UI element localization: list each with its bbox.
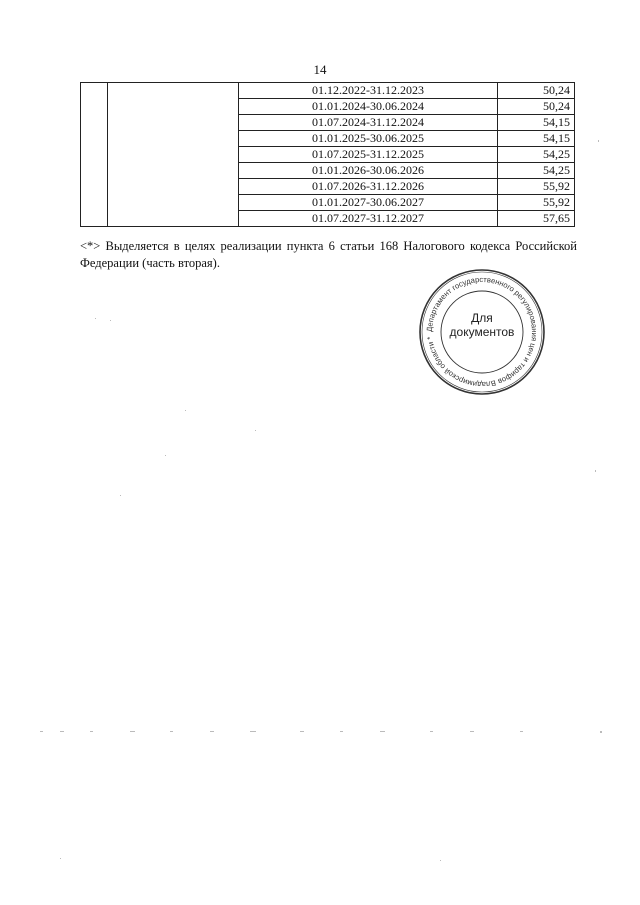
- seal-ring-text: Департамент государственного регулирования цен и тарифов Владимирской области *: [424, 274, 540, 390]
- period-cell: 01.12.2022-31.12.2023: [239, 83, 498, 99]
- value-cell: 50,24: [498, 99, 575, 115]
- period-cell: 01.01.2024-30.06.2024: [239, 99, 498, 115]
- period-cell: 01.07.2027-31.12.2027: [239, 211, 498, 227]
- table-row: [81, 83, 575, 99]
- value-cell: 54,15: [498, 115, 575, 131]
- value-cell: 54,25: [498, 163, 575, 179]
- seal-center-line2: документов: [449, 325, 515, 339]
- value-cell: 55,92: [498, 179, 575, 195]
- period-cell: 01.07.2026-31.12.2026: [239, 179, 498, 195]
- period-cell: 01.01.2026-30.06.2026: [239, 163, 498, 179]
- empty-number-cell: [81, 83, 108, 227]
- page-number: 14: [313, 62, 327, 77]
- period-cell: 01.01.2025-30.06.2025: [239, 131, 498, 147]
- seal-center-line1: Для: [471, 311, 493, 325]
- value-cell: 57,65: [498, 211, 575, 227]
- official-seal: [418, 268, 546, 396]
- footnote: <*> Выделяется в целях реализации пункта 6 статьи 168 Налогового кодекса Российской Федерации (часть вторая).: [80, 239, 577, 270]
- period-cell: 01.01.2027-30.06.2027: [239, 195, 498, 211]
- empty-name-cell: [108, 83, 239, 227]
- period-cell: 01.07.2024-31.12.2024: [239, 115, 498, 131]
- value-cell: 55,92: [498, 195, 575, 211]
- value-cell: 54,25: [498, 147, 575, 163]
- tariff-table: [80, 82, 575, 227]
- value-cell: 54,15: [498, 131, 575, 147]
- period-cell: 01.07.2025-31.12.2025: [239, 147, 498, 163]
- value-cell: 50,24: [498, 83, 575, 99]
